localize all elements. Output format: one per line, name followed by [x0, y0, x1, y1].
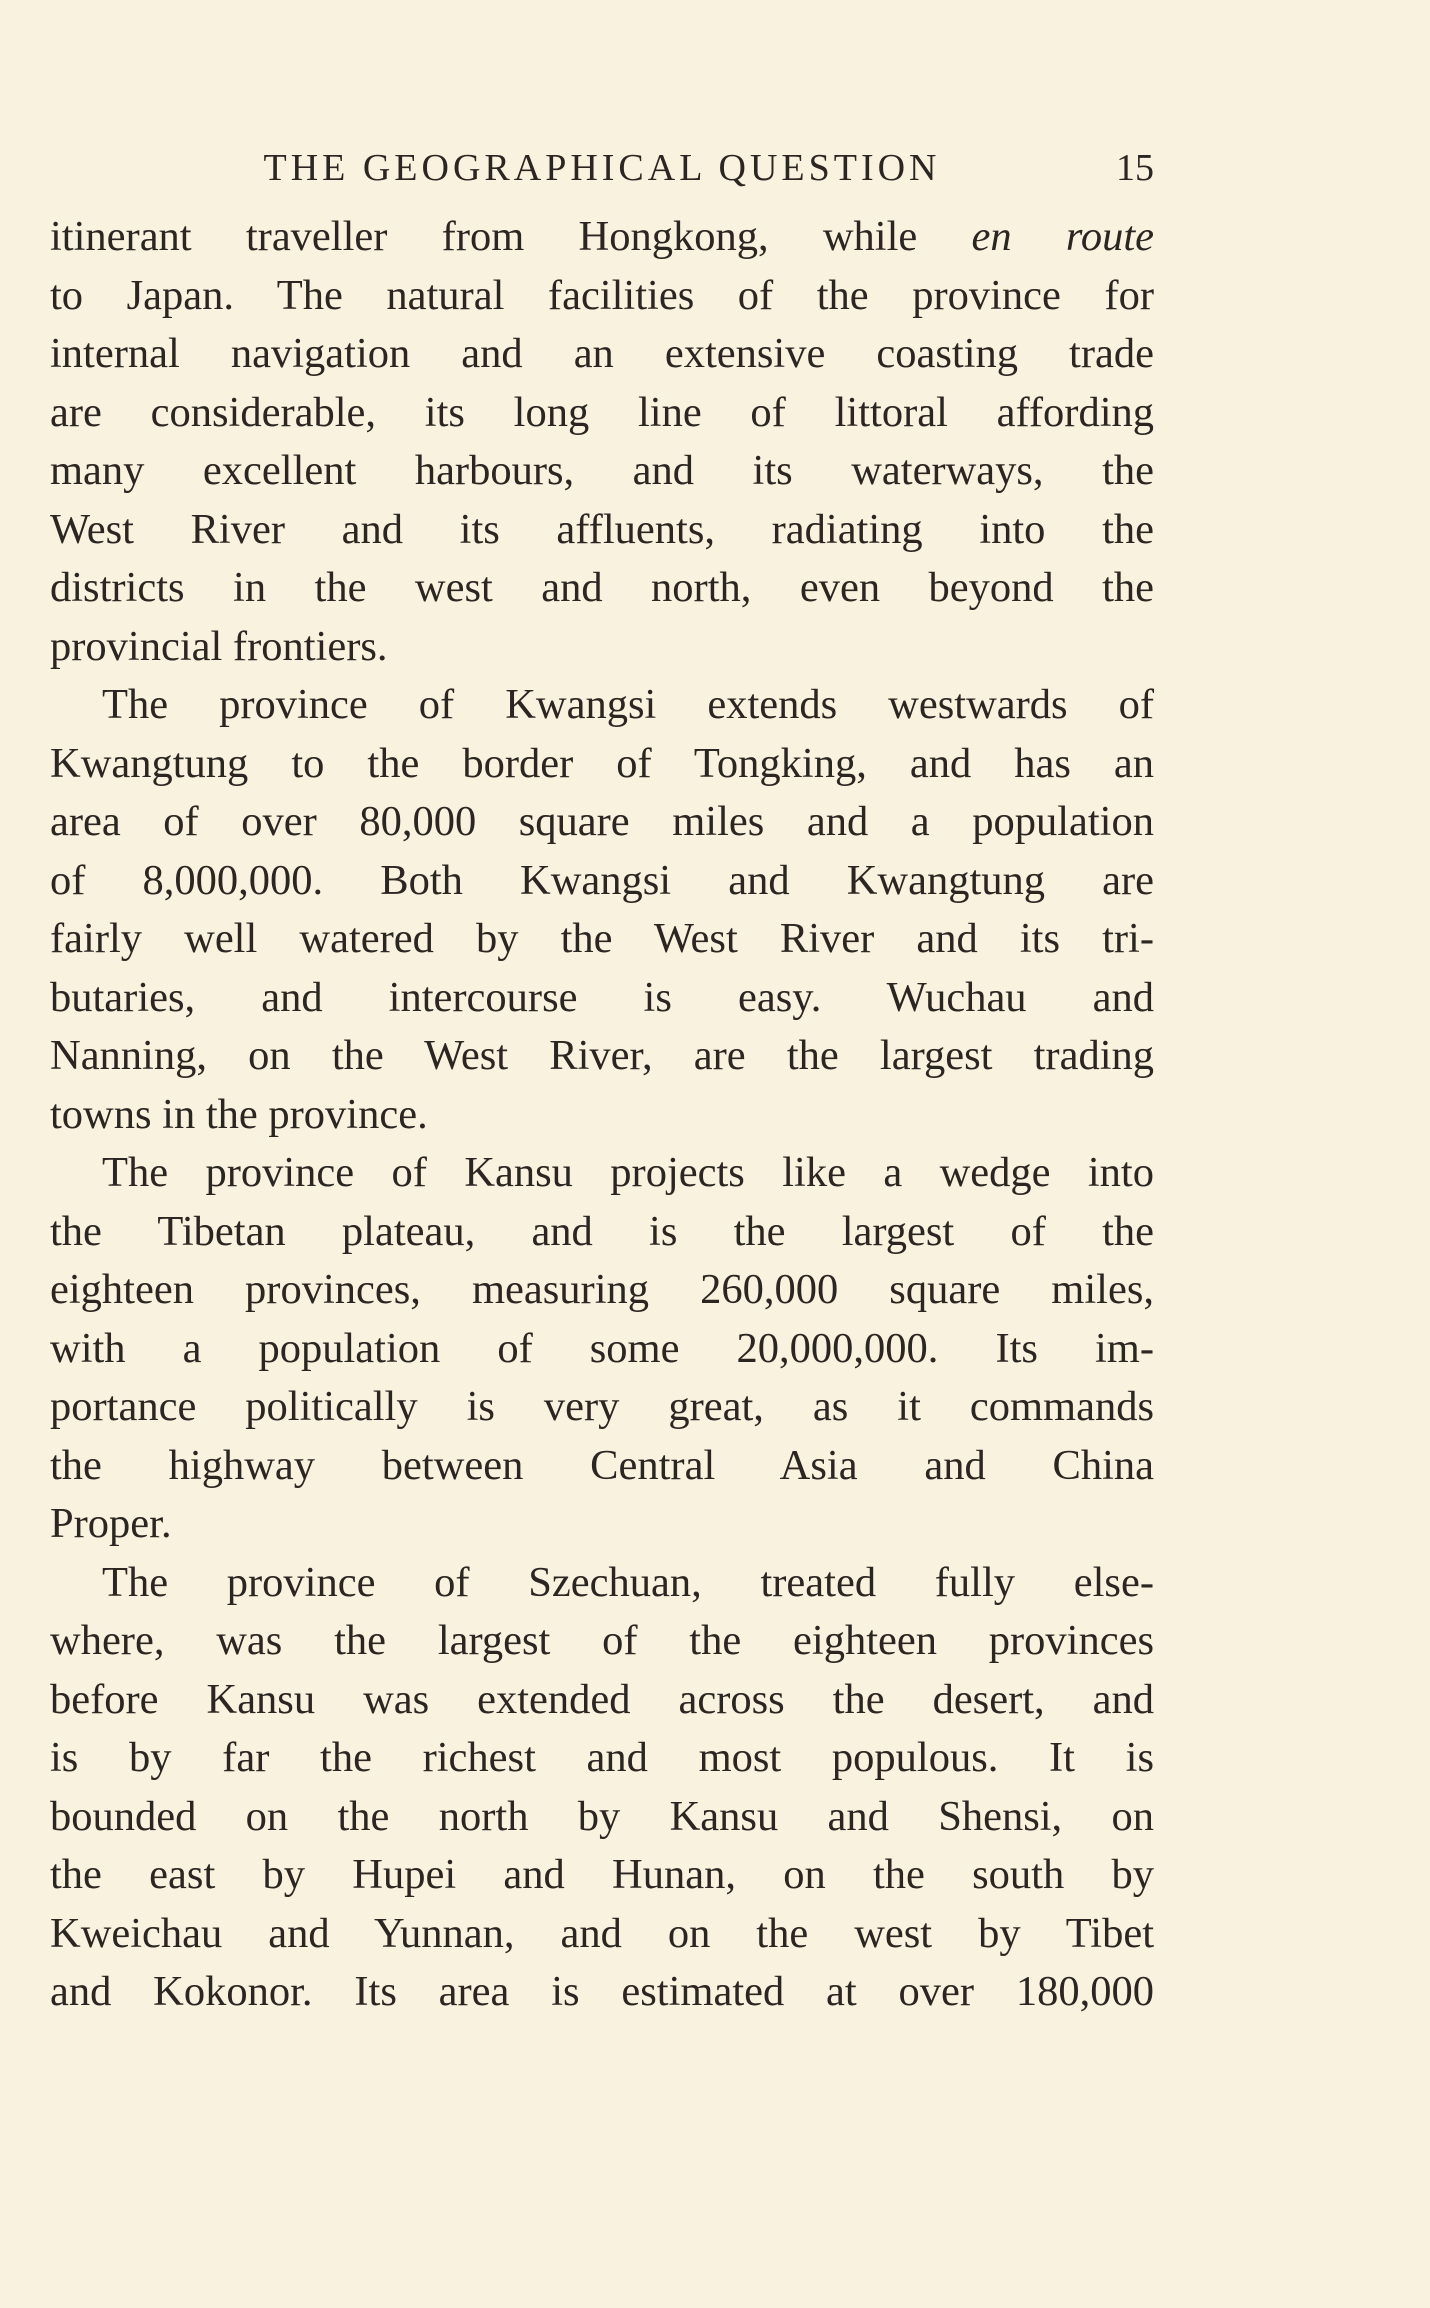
text-line: many excellent harbours, and its waterways, the	[50, 447, 1154, 494]
italic-phrase: en route	[971, 213, 1154, 260]
text-line: portance politically is very great, as it commands	[50, 1383, 1154, 1430]
text-line: fairly well watered by the West River and its tri-	[50, 915, 1154, 962]
text-line: are considerable, its long line of littoral affording	[50, 388, 1154, 436]
body-text	[50, 208, 1154, 2022]
text-line: is by far the richest and most populous. It is	[50, 1734, 1154, 1781]
text-line: Proper.	[50, 1500, 172, 1547]
text-line: The province of Kwangsi extends westwards of	[102, 681, 1154, 728]
text-line: Nanning, on the West River, are the largest trading	[50, 1032, 1154, 1079]
text-line: provincial frontiers.	[50, 622, 388, 670]
text-line: before Kansu was extended across the desert, and	[50, 1675, 1154, 1723]
text-line: of 8,000,000. Both Kwangsi and Kwangtung are	[50, 856, 1154, 904]
page-header	[50, 138, 1154, 198]
text-line: to Japan. The natural facilities of the province for	[50, 271, 1154, 319]
text-line: area of over 80,000 square miles and a population	[50, 798, 1154, 845]
text-line: The province of Kansu projects like a wedge into	[102, 1149, 1154, 1196]
text-line: bounded on the north by Kansu and Shensi, on	[50, 1792, 1154, 1840]
text-line: where, was the largest of the eighteen provinces	[50, 1617, 1154, 1664]
text-line: internal navigation and an extensive coasting trade	[50, 330, 1154, 377]
paragraph-2	[50, 676, 1154, 1144]
paragraph-3	[50, 1144, 1154, 1554]
text-line: The province of Szechuan, treated fully else-	[102, 1558, 1154, 1606]
paragraph-4	[50, 1554, 1154, 2022]
text-line: eighteen provinces, measuring 260,000 square miles,	[50, 1266, 1154, 1313]
text-line: the highway between Central Asia and China	[50, 1441, 1154, 1489]
text-line: the east by Hupei and Hunan, on the south by	[50, 1851, 1154, 1898]
text-line: itinerant traveller from Hongkong, while en route	[50, 213, 1154, 260]
text-line: West River and its affluents, radiating into the	[50, 505, 1154, 553]
text-line: the Tibetan plateau, and is the largest of the	[50, 1207, 1154, 1255]
text-line: towns in the province.	[50, 1090, 428, 1138]
text-line: Kweichau and Yunnan, and on the west by Tibet	[50, 1909, 1154, 1957]
text-line: and Kokonor. Its area is estimated at over 180,000	[50, 1968, 1154, 2015]
page-number: 15	[1116, 147, 1154, 189]
text-line: districts in the west and north, even beyond the	[50, 564, 1154, 611]
text-line: Kwangtung to the border of Tongking, and has an	[50, 739, 1154, 787]
text-line: with a population of some 20,000,000. Its im-	[50, 1324, 1154, 1372]
running-head: THE GEOGRAPHICAL QUESTION	[263, 147, 941, 189]
paragraph-1	[50, 208, 1154, 676]
text-line: butaries, and intercourse is easy. Wuchau and	[50, 973, 1154, 1021]
